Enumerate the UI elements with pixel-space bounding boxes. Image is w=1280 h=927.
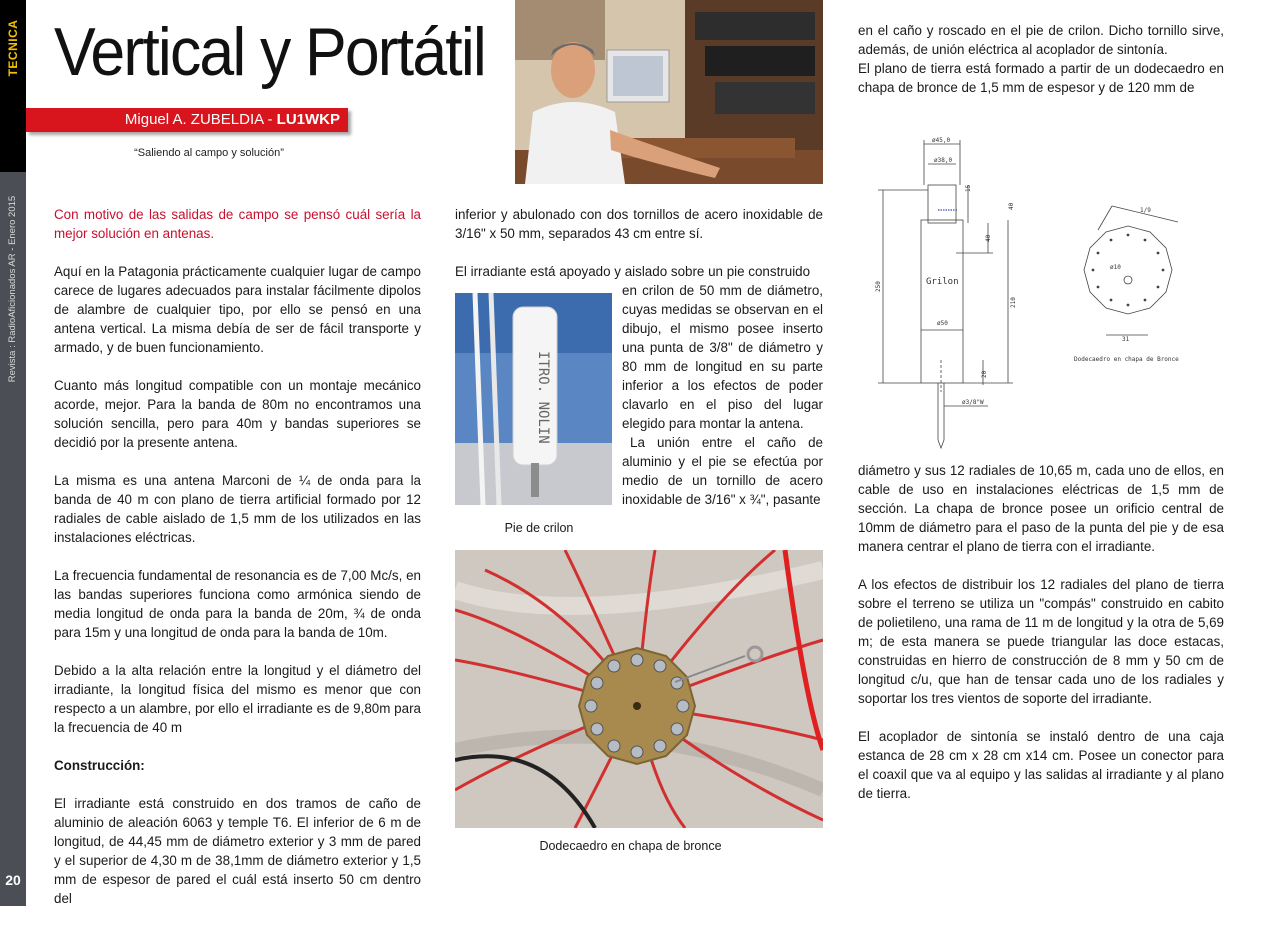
dim-diameter-mid: ø38,0 — [934, 157, 953, 164]
dodecahedron-drawing-caption: Dodecaedro en chapa de Bronce — [1074, 356, 1179, 363]
section-heading: Construcción: — [54, 758, 145, 773]
photo-engraved-text: ITRO. NOLIN — [535, 351, 551, 444]
author-photo-image — [515, 0, 823, 184]
dim-210: 210 — [1010, 297, 1017, 308]
paragraph: Cuanto más longitud compatible con un montaje mecánico acorde, mejor. Para la banda de 80m no encontramos una solución sencilla, pero para 40m y bandas superiores se decidió por la presente antena. — [54, 378, 421, 450]
caption-dodecahedron: Dodecaedro en chapa de bronce — [539, 839, 722, 853]
paragraph: El irradiante está apoyado y aislado sobre un pie construido — [455, 264, 811, 279]
column-3 — [858, 21, 1224, 97]
dim-250: 250 — [875, 281, 882, 292]
dim-40a: 40 — [1008, 202, 1015, 210]
dim-15: 15 — [965, 184, 972, 192]
paragraph: La frecuencia fundamental de resonancia es de 7,00 Mc/s, en las bandas superiores funciona como armónica siendo de media longitud de onda para la banda de 20m, ¾ de onda para 15m y una longitud de onda para la banda de 10m. — [54, 568, 421, 640]
dodecahedron-photo — [455, 550, 823, 828]
article-title: Vertical y Portátil — [54, 14, 485, 90]
paragraph: El irradiante está construido en dos tramos de caño de aluminio de aleación 6063 y temple T6. El inferior de 6 m de longitud, de 44,45 mm de diámetro exterior y 3 mm de pared y el superior de 4,30 m de 38,1mm de diámetro exterior y 1,5 mm de espesor de pared el cuál está inserto 50 cm dentro del — [54, 796, 421, 906]
part-label: Grilon — [926, 277, 959, 287]
dim-31: 31 — [1122, 336, 1130, 343]
paragraph: El acoplador de sintonía se instaló dentro de una caja estanca de 28 cm x 28 cm x14 cm. Posee un conector para el coaxil que va al equipo y las salidas al irradiante y al plano de tierra. — [858, 729, 1224, 801]
paragraph: La unión entre el caño de aluminio y el pie se efectúa por medio de un tornillo de acero inoxidable de 3/16" x ¾", pasante — [622, 435, 823, 507]
column-1 — [54, 205, 421, 927]
author-name: Miguel A. ZUBELDIA - — [124, 111, 277, 128]
column-3-lower — [858, 461, 1224, 822]
wrapped-text — [622, 281, 823, 509]
column-2 — [455, 205, 823, 281]
dim-hole: ø10 — [1110, 264, 1121, 271]
paragraph: La misma es una antena Marconi de ¼ de onda para la banda de 40 m con plano de tierra artificial formado por 12 radiales de cable aislado de 1,5 mm de los utilizados en las instalaciones eléctricas. — [54, 473, 421, 545]
technical-drawing — [858, 130, 1224, 450]
dim-diameter-body: ø50 — [937, 320, 948, 327]
paragraph: en el caño y roscado en el pie de crilon. Dicho tornillo sirve, además, de unión eléctrica al acoplador de sintonía. — [858, 23, 1224, 57]
paragraph: El plano de tierra está formado a partir de un dodecaedro en chapa de bronce de 1,5 mm de espesor y de 120 mm de — [858, 61, 1224, 95]
magazine-label: Revista : RadioAficionados AR - Enero 2015 — [7, 195, 18, 383]
crilon-foot-image — [455, 293, 612, 505]
dim-40b: 40 — [985, 234, 992, 242]
crilon-foot-photo — [455, 293, 612, 505]
dim-20: 20 — [981, 370, 988, 378]
dim-diameter-tip: ø3/8"W — [962, 399, 984, 406]
paragraph: A los efectos de distribuir los 12 radiales del plano de tierra sobre el terreno se utiliza un "compás" construido en cabito de polietileno, una rama de 11 m de longitud y la otra de 5,69 m; de esta manera se puede triangular las doce estacas, construidas en hierro de construcción de 8 mm y 50 cm de longitud c/u, que han de tensar cada uno de los radiales y soportar los tres vientos de soporte del irradiante. — [858, 577, 1224, 706]
paragraph: diámetro y sus 12 radiales de 10,65 m, cada uno de ellos, en cable de uso en instalaciones eléctricas de 1,5 mm de sección. La chapa de bronce posee un orificio central de 10mm de diámetro para el paso de la punta del pie y de esa manera centrar el plano de tierra con el irradiante. — [858, 463, 1224, 554]
paragraph: Debido a la alta relación entre la longitud y el diámetro del irradiante, la longitud física del mismo es menor que con respecto a un alambre, por ello el irradiante es de 9,80m para la frecuencia de 40 m — [54, 663, 421, 735]
intro-paragraph: Con motivo de las salidas de campo se pensó cuál sería la mejor solución en antenas. — [54, 207, 421, 241]
section-label: TECNICA — [6, 19, 20, 77]
dim-dodecahedron: 1/9 — [1140, 207, 1151, 214]
dim-diameter-top: ø45,0 — [932, 137, 951, 144]
paragraph: inferior y abulonado con dos tornillos de acero inoxidable de 3/16" x 50 mm, separados 43 cm entre sí. — [455, 207, 823, 241]
article-subtitle: “Saliendo al campo y solución” — [134, 147, 284, 159]
author-bar — [26, 108, 348, 132]
page-number: 20 — [5, 872, 21, 888]
author-photo — [515, 0, 823, 184]
technical-drawing-svg — [858, 130, 1224, 450]
author-callsign: LU1WKP — [276, 111, 340, 128]
paragraph: Aquí en la Patagonia prácticamente cualquier lugar de campo carece de lugares adecuados para instalar fácilmente dipolos de alambre de cualquier tipo, por ello se pensó en una antena vertical. La misma debía de ser de fácil transporte y armado, y de buen funcionamiento. — [54, 264, 421, 355]
caption-crilon-foot: Pie de crilon — [504, 521, 574, 535]
dodecahedron-image — [455, 550, 823, 828]
paragraph: en crilon de 50 mm de diámetro, cuyas medidas se observan en el dibujo, el mismo posee inserto una punta de 3/8" de diámetro y 80 mm de longitud en su parte inferior a los efectos de poder clavarlo en el piso del lugar elegido para montar la antena. — [622, 283, 823, 431]
